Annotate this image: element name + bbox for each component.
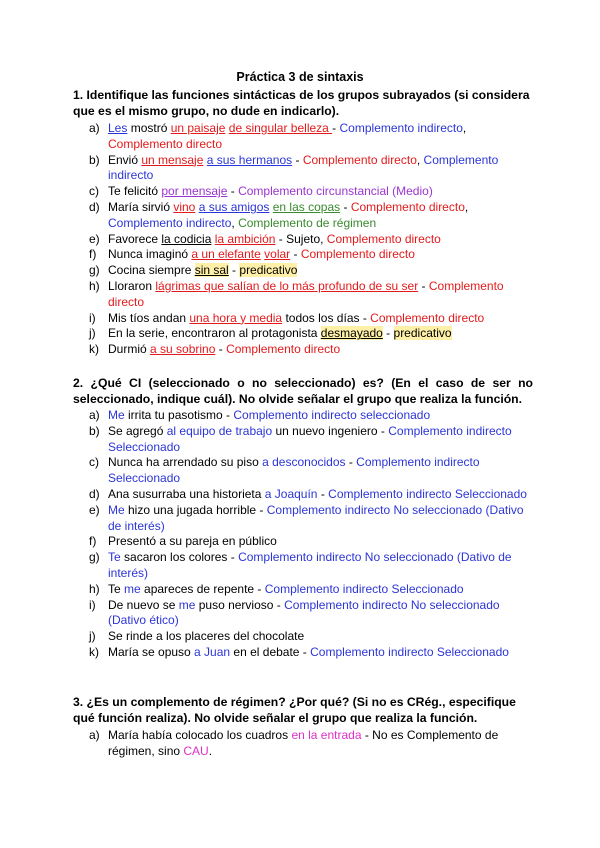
item-text-segment: Se rinde a los placeres del chocolate (108, 629, 305, 644)
list-item (73, 121, 528, 153)
item-text-segment: - (317, 486, 329, 501)
list-item (73, 326, 528, 342)
item-text-segment: sin sal (194, 263, 229, 278)
item-text-segment: - (345, 455, 357, 470)
item-text-segment: - (340, 199, 351, 214)
item-marker: h) (89, 278, 100, 293)
item-marker: g) (89, 550, 100, 565)
item-marker: b) (89, 152, 100, 167)
item-text-segment: - No es Complemento de régimen, sino (108, 728, 499, 758)
list-item (73, 503, 528, 535)
item-marker: h) (89, 581, 100, 596)
item-text-segment: volar (264, 247, 291, 262)
item-marker: g) (89, 263, 100, 278)
list-item (73, 598, 528, 630)
question-3-list (73, 728, 528, 760)
item-text-segment: en las copas (272, 199, 341, 214)
item-text-segment: me (124, 581, 141, 596)
item-text-segment: Complemento indirecto (339, 121, 463, 135)
item-text-segment: Complemento directo (108, 278, 504, 309)
item-text-segment: a su sobrino (150, 342, 216, 357)
list-item (73, 184, 528, 200)
item-text-segment: predicativo (393, 326, 452, 341)
item-text-segment: la ambición (214, 231, 276, 246)
item-text-segment: , (462, 121, 467, 135)
list-item (73, 311, 528, 327)
item-text-segment: - (332, 121, 340, 135)
item-marker: b) (89, 423, 100, 438)
list-item (73, 247, 528, 263)
item-text-segment: en el debate - (230, 644, 311, 659)
item-text-segment: Mis tíos andan (108, 310, 190, 325)
list-item (73, 153, 528, 185)
item-text-segment: a un elefante (191, 247, 261, 262)
item-text-segment: Complemento indirecto Seleccionado (108, 423, 512, 454)
item-text-segment: Presentó a su pareja en público (108, 534, 277, 549)
item-marker: a) (89, 408, 100, 422)
list-item (73, 263, 528, 279)
list-item (73, 232, 528, 248)
item-text-segment: - (228, 263, 240, 278)
item-marker: e) (89, 231, 100, 246)
item-text-segment: a Juan (194, 644, 231, 659)
item-text-segment: Complemento indirecto Seleccionado (108, 455, 480, 486)
item-text-segment: a desconocidos (262, 455, 346, 470)
item-marker: j) (89, 629, 96, 644)
question-2-heading: 2. ¿Qué CI (seleccionado o no seleccionado) es? (En el caso de ser no seleccionado, indique cuál). No olvide señalar el grupo que realiza la función. (73, 376, 533, 406)
list-item (73, 279, 528, 311)
item-text-segment: María se opuso (108, 644, 195, 659)
item-text-segment: en la entrada (291, 728, 362, 742)
item-text-segment: Complemento indirecto Seleccionado (328, 486, 527, 501)
item-text-segment: Envió (108, 152, 142, 167)
item-marker: f) (89, 247, 97, 262)
item-text-segment: un paisaje (170, 121, 226, 135)
item-text-segment: Complemento indirecto (108, 152, 499, 183)
item-text-segment: Durmió (108, 342, 151, 357)
item-text-segment: hizo una jugada horrible - (124, 502, 267, 517)
item-text-segment: Favorece (108, 231, 162, 246)
item-text-segment: Complemento directo (326, 231, 441, 246)
question-1-heading: 1. Identifique las funciones sintácticas de los grupos subrayados (si considera que es el mismo grupo, no dude en indicarlo). (73, 88, 530, 118)
item-text-segment: Complemento directo (226, 342, 341, 357)
item-text-segment: al equipo de trabajo (166, 423, 273, 438)
item-text-segment: De nuevo se (108, 597, 179, 612)
item-text-segment: una hora y media (189, 310, 283, 325)
item-text-segment: a sus hermanos (206, 152, 293, 167)
item-text-segment: Complemento circunstancial (Medio) (238, 184, 433, 199)
item-text-segment: vino (173, 199, 196, 214)
item-text-segment: En la serie, encontraron al protagonista (108, 326, 321, 341)
item-text-segment: , (416, 152, 424, 167)
item-text-segment: - (227, 184, 239, 199)
item-marker: k) (89, 342, 99, 357)
question-3-heading: 3. ¿Es un complemento de régimen? ¿Por qué? (Si no es CRég., especifique qué función realiza). No olvide señalar el grupo que realiza la función. (73, 695, 516, 725)
item-text-segment: apareces de repente - (140, 581, 265, 596)
item-marker: d) (89, 486, 100, 501)
item-text-segment: irrita tu pasotismo - (124, 408, 234, 422)
list-item (73, 342, 528, 358)
item-text-segment: María había colocado los cuadros (108, 728, 292, 742)
item-text-segment: un nuevo ingeniero - (272, 423, 389, 438)
item-text-segment: Lloraron (108, 278, 156, 293)
item-marker: d) (89, 199, 100, 214)
item-text-segment: sacaron los colores - (120, 550, 239, 565)
item-text-segment: Complemento indirecto seleccionado (233, 408, 431, 422)
item-text-segment: Se agregó (108, 423, 167, 438)
item-text-segment: un mensaje (141, 152, 204, 167)
item-text-segment: por mensaje (161, 184, 228, 199)
item-text-segment: - (292, 152, 303, 167)
list-item (73, 645, 528, 661)
item-text-segment: lágrimas que salían de lo más profundo de su ser (155, 278, 419, 293)
list-item (73, 408, 528, 424)
item-text-segment: Complemento indirecto No seleccionado (Dativo ético) (108, 597, 500, 628)
item-text-segment: - (382, 326, 394, 341)
list-item (73, 582, 528, 598)
item-marker: a) (89, 728, 100, 742)
question-2-list (73, 408, 528, 661)
item-text-segment: Te (108, 581, 125, 596)
item-text-segment: Te felicitó (108, 184, 162, 199)
item-text-segment: Complemento indirecto Seleccionado (264, 581, 464, 596)
list-item (73, 728, 528, 760)
item-marker: j) (89, 326, 96, 341)
item-text-segment: Complemento de régimen (238, 215, 377, 230)
question-1-list (73, 121, 528, 358)
item-text-segment: Complemento directo (302, 152, 417, 167)
item-text-segment: . (208, 743, 213, 758)
item-text-segment: , (464, 199, 469, 214)
page-title: Práctica 3 de sintaxis (236, 70, 364, 84)
item-marker: c) (89, 184, 99, 199)
list-item (73, 487, 528, 503)
item-text-segment: a sus amigos (198, 199, 270, 214)
item-marker: k) (89, 644, 99, 659)
item-text-segment: , (231, 215, 239, 230)
item-text-segment: desmayado (320, 326, 383, 341)
item-text-segment: CAU (183, 743, 209, 758)
item-text-segment: a Joaquín (264, 486, 318, 501)
item-text-segment: de singular belleza (228, 121, 333, 135)
item-text-segment: mostró (127, 121, 171, 135)
item-text-segment: la codicia (161, 231, 212, 246)
item-text-segment: - (215, 342, 227, 357)
item-text-segment: Les (108, 121, 128, 135)
item-marker: f) (89, 534, 97, 549)
list-item (73, 550, 528, 582)
item-text-segment: - (290, 247, 301, 262)
item-text-segment: Complemento directo (108, 136, 223, 151)
item-marker: c) (89, 455, 99, 470)
item-text-segment: Complemento directo (350, 199, 465, 214)
item-text-segment: Complemento directo (300, 247, 415, 262)
item-text-segment: Te (108, 550, 121, 565)
list-item (73, 455, 528, 487)
item-marker: a) (89, 121, 100, 135)
list-item (73, 534, 528, 550)
item-text-segment: María sirvió (108, 199, 174, 214)
item-text-segment: Ana susurraba una historieta (108, 486, 265, 501)
item-text-segment: - (418, 278, 429, 293)
item-text-segment: Complemento indirecto No seleccionado (Dativo de interés) (108, 550, 512, 580)
list-item (73, 200, 528, 232)
item-text-segment: Nunca imaginó (108, 247, 192, 262)
item-text-segment: Complemento directo (370, 310, 485, 325)
item-text-segment: Complemento indirecto Seleccionado (310, 644, 509, 659)
item-marker: e) (89, 502, 100, 517)
item-marker: i) (89, 310, 96, 325)
item-text-segment: Complemento indirecto (108, 215, 232, 230)
item-text-segment: Complemento indirecto No seleccionado (Dativo de interés) (108, 502, 524, 533)
item-text-segment: predicativo (239, 263, 298, 278)
item-text-segment: me (178, 597, 196, 612)
item-text-segment: puso nervioso - (195, 597, 285, 612)
item-text-segment: todos los días - (282, 310, 371, 325)
item-text-segment: Nunca ha arrendado su piso (108, 455, 263, 470)
item-text-segment: Me (108, 502, 125, 517)
item-marker: i) (89, 597, 96, 612)
item-text-segment: Cocina siempre (108, 263, 195, 278)
item-text-segment: - Sujeto, (275, 231, 327, 246)
list-item (73, 629, 528, 645)
item-text-segment: Me (108, 408, 125, 422)
list-item (73, 424, 528, 456)
